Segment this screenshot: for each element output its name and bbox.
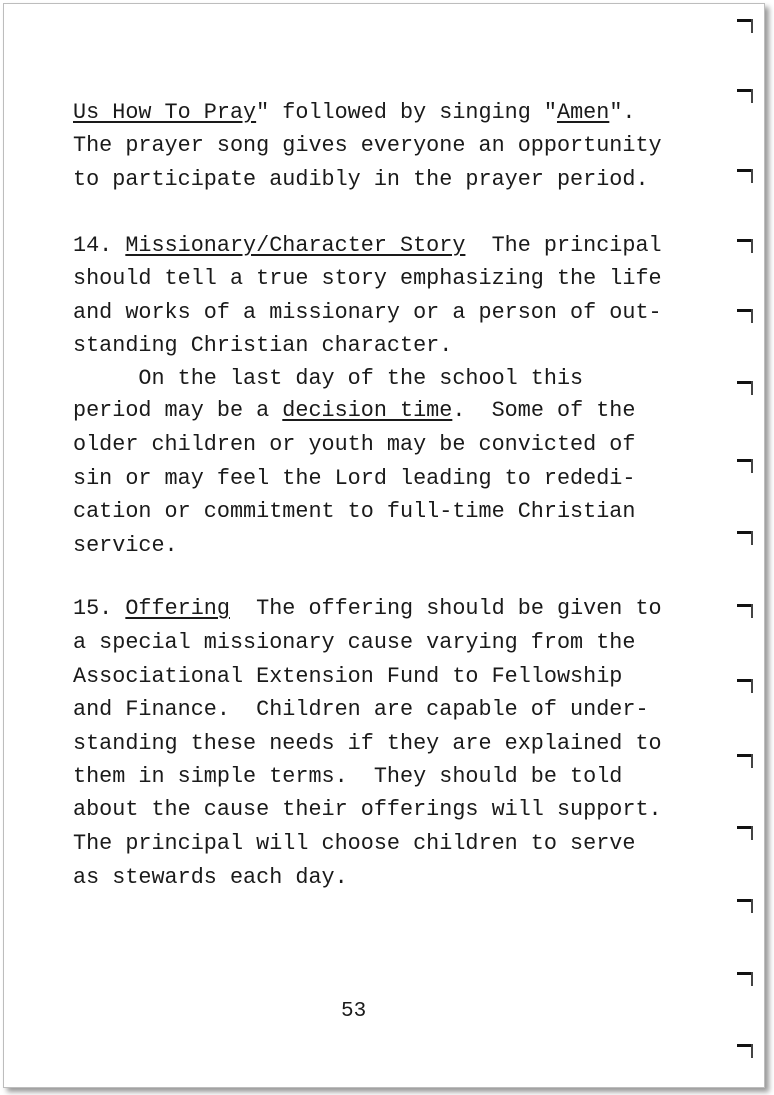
text-line bbox=[73, 367, 583, 391]
text-segment: . Some of the bbox=[452, 398, 636, 423]
binding-hole-mark bbox=[737, 169, 753, 172]
text-segment: On the last day of the school this bbox=[73, 366, 584, 391]
underlined-text: decision time bbox=[282, 398, 453, 423]
binding-hole-mark bbox=[737, 899, 753, 902]
text-line bbox=[73, 301, 662, 325]
binding-hole-mark bbox=[737, 754, 753, 757]
underlined-text: Us How To Pray bbox=[73, 100, 257, 125]
binding-hole-mark bbox=[737, 604, 753, 607]
document-page bbox=[3, 3, 765, 1088]
underlined-text: Amen bbox=[556, 100, 610, 125]
underlined-text: Offering bbox=[125, 596, 230, 621]
binding-hole-mark bbox=[737, 1044, 753, 1047]
text-line bbox=[73, 597, 662, 621]
text-segment: to participate audibly in the prayer period. bbox=[73, 167, 649, 192]
text-line bbox=[73, 534, 178, 558]
text-segment: " followed by singing " bbox=[256, 100, 557, 125]
binding-hole-mark bbox=[737, 679, 753, 682]
text-segment: a special missionary cause varying from the bbox=[73, 630, 636, 655]
text-line bbox=[73, 399, 635, 423]
text-segment: 14. bbox=[73, 233, 126, 258]
binding-hole-mark bbox=[737, 972, 753, 975]
text-segment: The offering should be given to bbox=[229, 596, 662, 621]
text-segment: should tell a true story emphasizing the life bbox=[73, 266, 662, 291]
underlined-text: Missionary/Character Story bbox=[125, 233, 466, 258]
binding-hole-mark bbox=[737, 381, 753, 384]
text-segment: cation or commitment to full-time Christian bbox=[73, 499, 636, 524]
text-segment: 15. bbox=[73, 596, 126, 621]
text-line bbox=[73, 732, 662, 756]
text-line bbox=[73, 168, 649, 192]
text-line bbox=[73, 433, 635, 457]
text-line bbox=[73, 798, 662, 822]
binding-hole-mark bbox=[737, 239, 753, 242]
text-segment: The principal will choose children to serve bbox=[73, 831, 636, 856]
text-line bbox=[73, 698, 649, 722]
text-segment: and works of a missionary or a person of out- bbox=[73, 300, 662, 325]
text-line bbox=[73, 765, 622, 789]
text-segment: and Finance. Children are capable of under- bbox=[73, 697, 649, 722]
binding-hole-mark bbox=[737, 89, 753, 92]
binding-hole-mark bbox=[737, 459, 753, 462]
text-line bbox=[73, 267, 662, 291]
text-segment: ". bbox=[609, 100, 636, 125]
text-segment: The prayer song gives everyone an opportunity bbox=[73, 133, 662, 158]
text-segment: Associational Extension Fund to Fellowship bbox=[73, 664, 623, 689]
binding-hole-mark bbox=[737, 826, 753, 829]
text-line bbox=[73, 467, 635, 491]
text-segment: them in simple terms. They should be told bbox=[73, 764, 623, 789]
text-segment: as stewards each day. bbox=[73, 865, 348, 890]
text-segment: service. bbox=[73, 533, 178, 558]
text-line bbox=[73, 101, 635, 125]
text-segment: The principal bbox=[465, 233, 662, 258]
binding-hole-mark bbox=[737, 19, 753, 22]
page-number: 53 bbox=[341, 1000, 367, 1023]
text-line bbox=[73, 665, 622, 689]
text-segment: older children or youth may be convicted of bbox=[73, 432, 636, 457]
binding-hole-mark bbox=[737, 309, 753, 312]
text-segment: period may be a bbox=[73, 398, 283, 423]
text-line bbox=[73, 234, 662, 258]
binding-hole-mark bbox=[737, 531, 753, 534]
text-segment: sin or may feel the Lord leading to rededi- bbox=[73, 466, 636, 491]
text-segment: standing Christian character. bbox=[73, 333, 453, 358]
text-segment: standing these needs if they are explained to bbox=[73, 731, 662, 756]
text-line bbox=[73, 334, 452, 358]
text-line bbox=[73, 866, 348, 890]
text-line bbox=[73, 500, 635, 524]
text-line bbox=[73, 832, 635, 856]
text-line bbox=[73, 134, 662, 158]
text-line bbox=[73, 631, 635, 655]
text-segment: about the cause their offerings will support. bbox=[73, 797, 662, 822]
